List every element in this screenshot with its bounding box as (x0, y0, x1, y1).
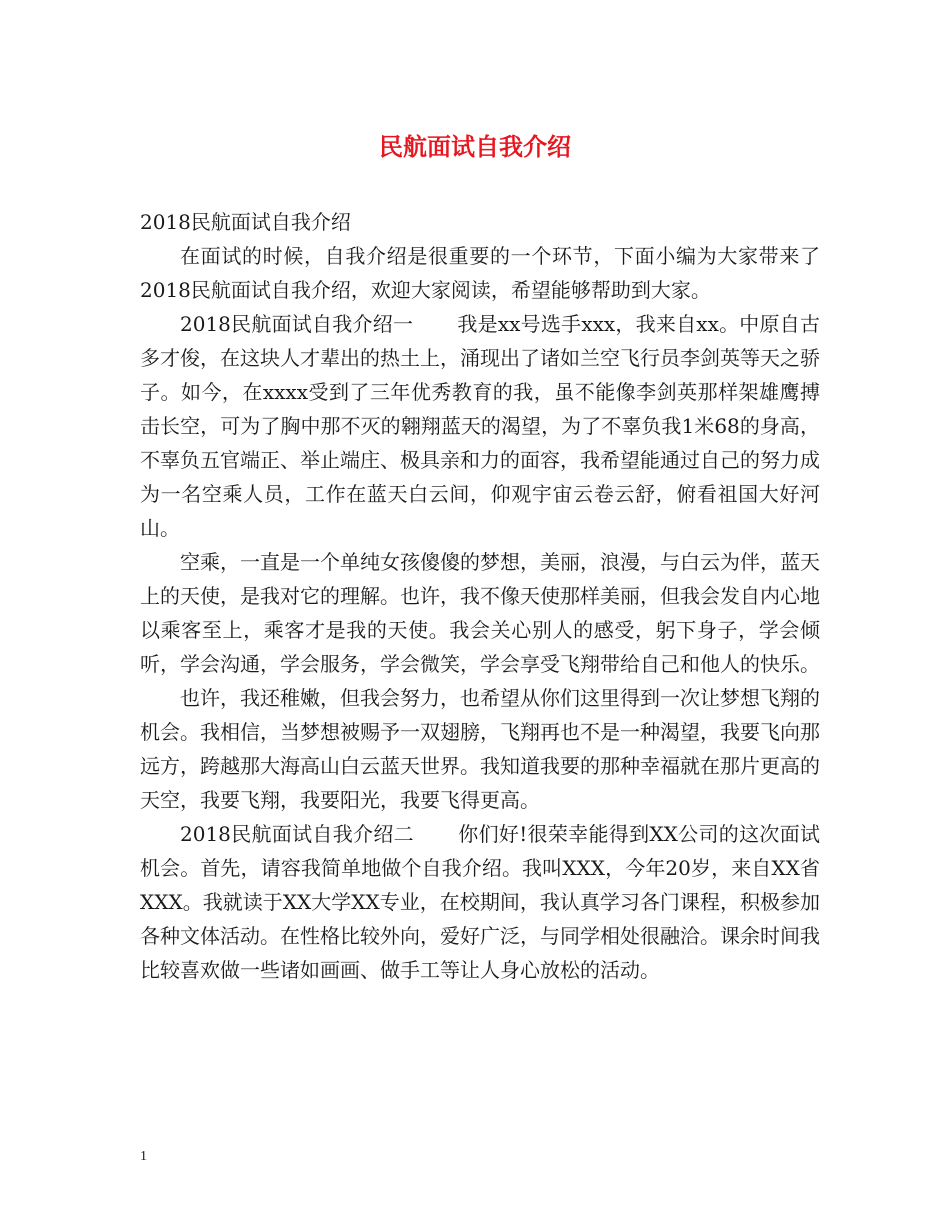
document-subtitle: 2018民航面试自我介绍 (140, 210, 351, 234)
page-number: 1 (140, 1149, 147, 1164)
intro-paragraph: 在面试的时候，自我介绍是很重要的一个环节，下面小编为大家带来了2018民航面试自我介绍，欢迎大家阅读，希望能够帮助到大家。 (140, 244, 820, 302)
hope-paragraph: 也许，我还稚嫩，但我会努力，也希望从你们这里得到一次让梦想飞翔的机会。我相信，当梦想被赐予一双翅膀，飞翔再也不是一种渴望，我要飞向那远方，跨越那大海高山白云蓝天世界。我知道我要的那种幸福就在那片更高的天空，我要飞翔，我要阳光，我要飞得更高。 (140, 686, 820, 812)
dream-paragraph: 空乘，一直是一个单纯女孩傻傻的梦想，美丽，浪漫，与白云为伴，蓝天上的天使，是我对它的理解。也许，我不像天使那样美丽，但我会发自内心地以乘客至上，乘客才是我的天使。我会关心别人的感受，躬下身子，学会倾听，学会沟通，学会服务，学会微笑，学会享受飞翔带给自己和他人的快乐。 (140, 550, 820, 676)
section-one-paragraph (140, 307, 820, 545)
section-two-text: 你们好!很荣幸能得到XX公司的这次面试机会。首先，请容我简单地做个自我介绍。我叫XXX，今年20岁，来自XX省XXX。我就读于XX大学XX专业，在校期间，我认真学习各门课程，积极参加各种文体活动。在性格比较外向，爱好广泛，与同学相处很融洽。课余时间我比较喜欢做一些诸如画画、做手工等让人身心放松的活动。 (140, 822, 820, 982)
document-body (140, 205, 820, 987)
section-one-text: 我是xx号选手xxx，我来自xx。中原自古多才俊，在这块人才辈出的热土上，涌现出了诸如兰空飞行员李剑英等天之骄子。如今，在xxxx受到了三年优秀教育的我，虽不能像李剑英那样架雄鹰搏击长空，可为了胸中那不灭的翱翔蓝天的渴望，为了不辜负我1米68的身高，不辜负五官端正、举止端庄、极具亲和力的面容，我希望能通过自己的努力成为一名空乘人员，工作在蓝天白云间，仰观宇宙云卷云舒，俯看祖国大好河山。 (140, 312, 820, 540)
document-title: 民航面试自我介绍 (379, 132, 571, 161)
section-one-heading: 2018民航面试自我介绍一 (180, 312, 414, 336)
section-two-heading: 2018民航面试自我介绍二 (180, 822, 414, 846)
section-two-paragraph (140, 817, 820, 987)
